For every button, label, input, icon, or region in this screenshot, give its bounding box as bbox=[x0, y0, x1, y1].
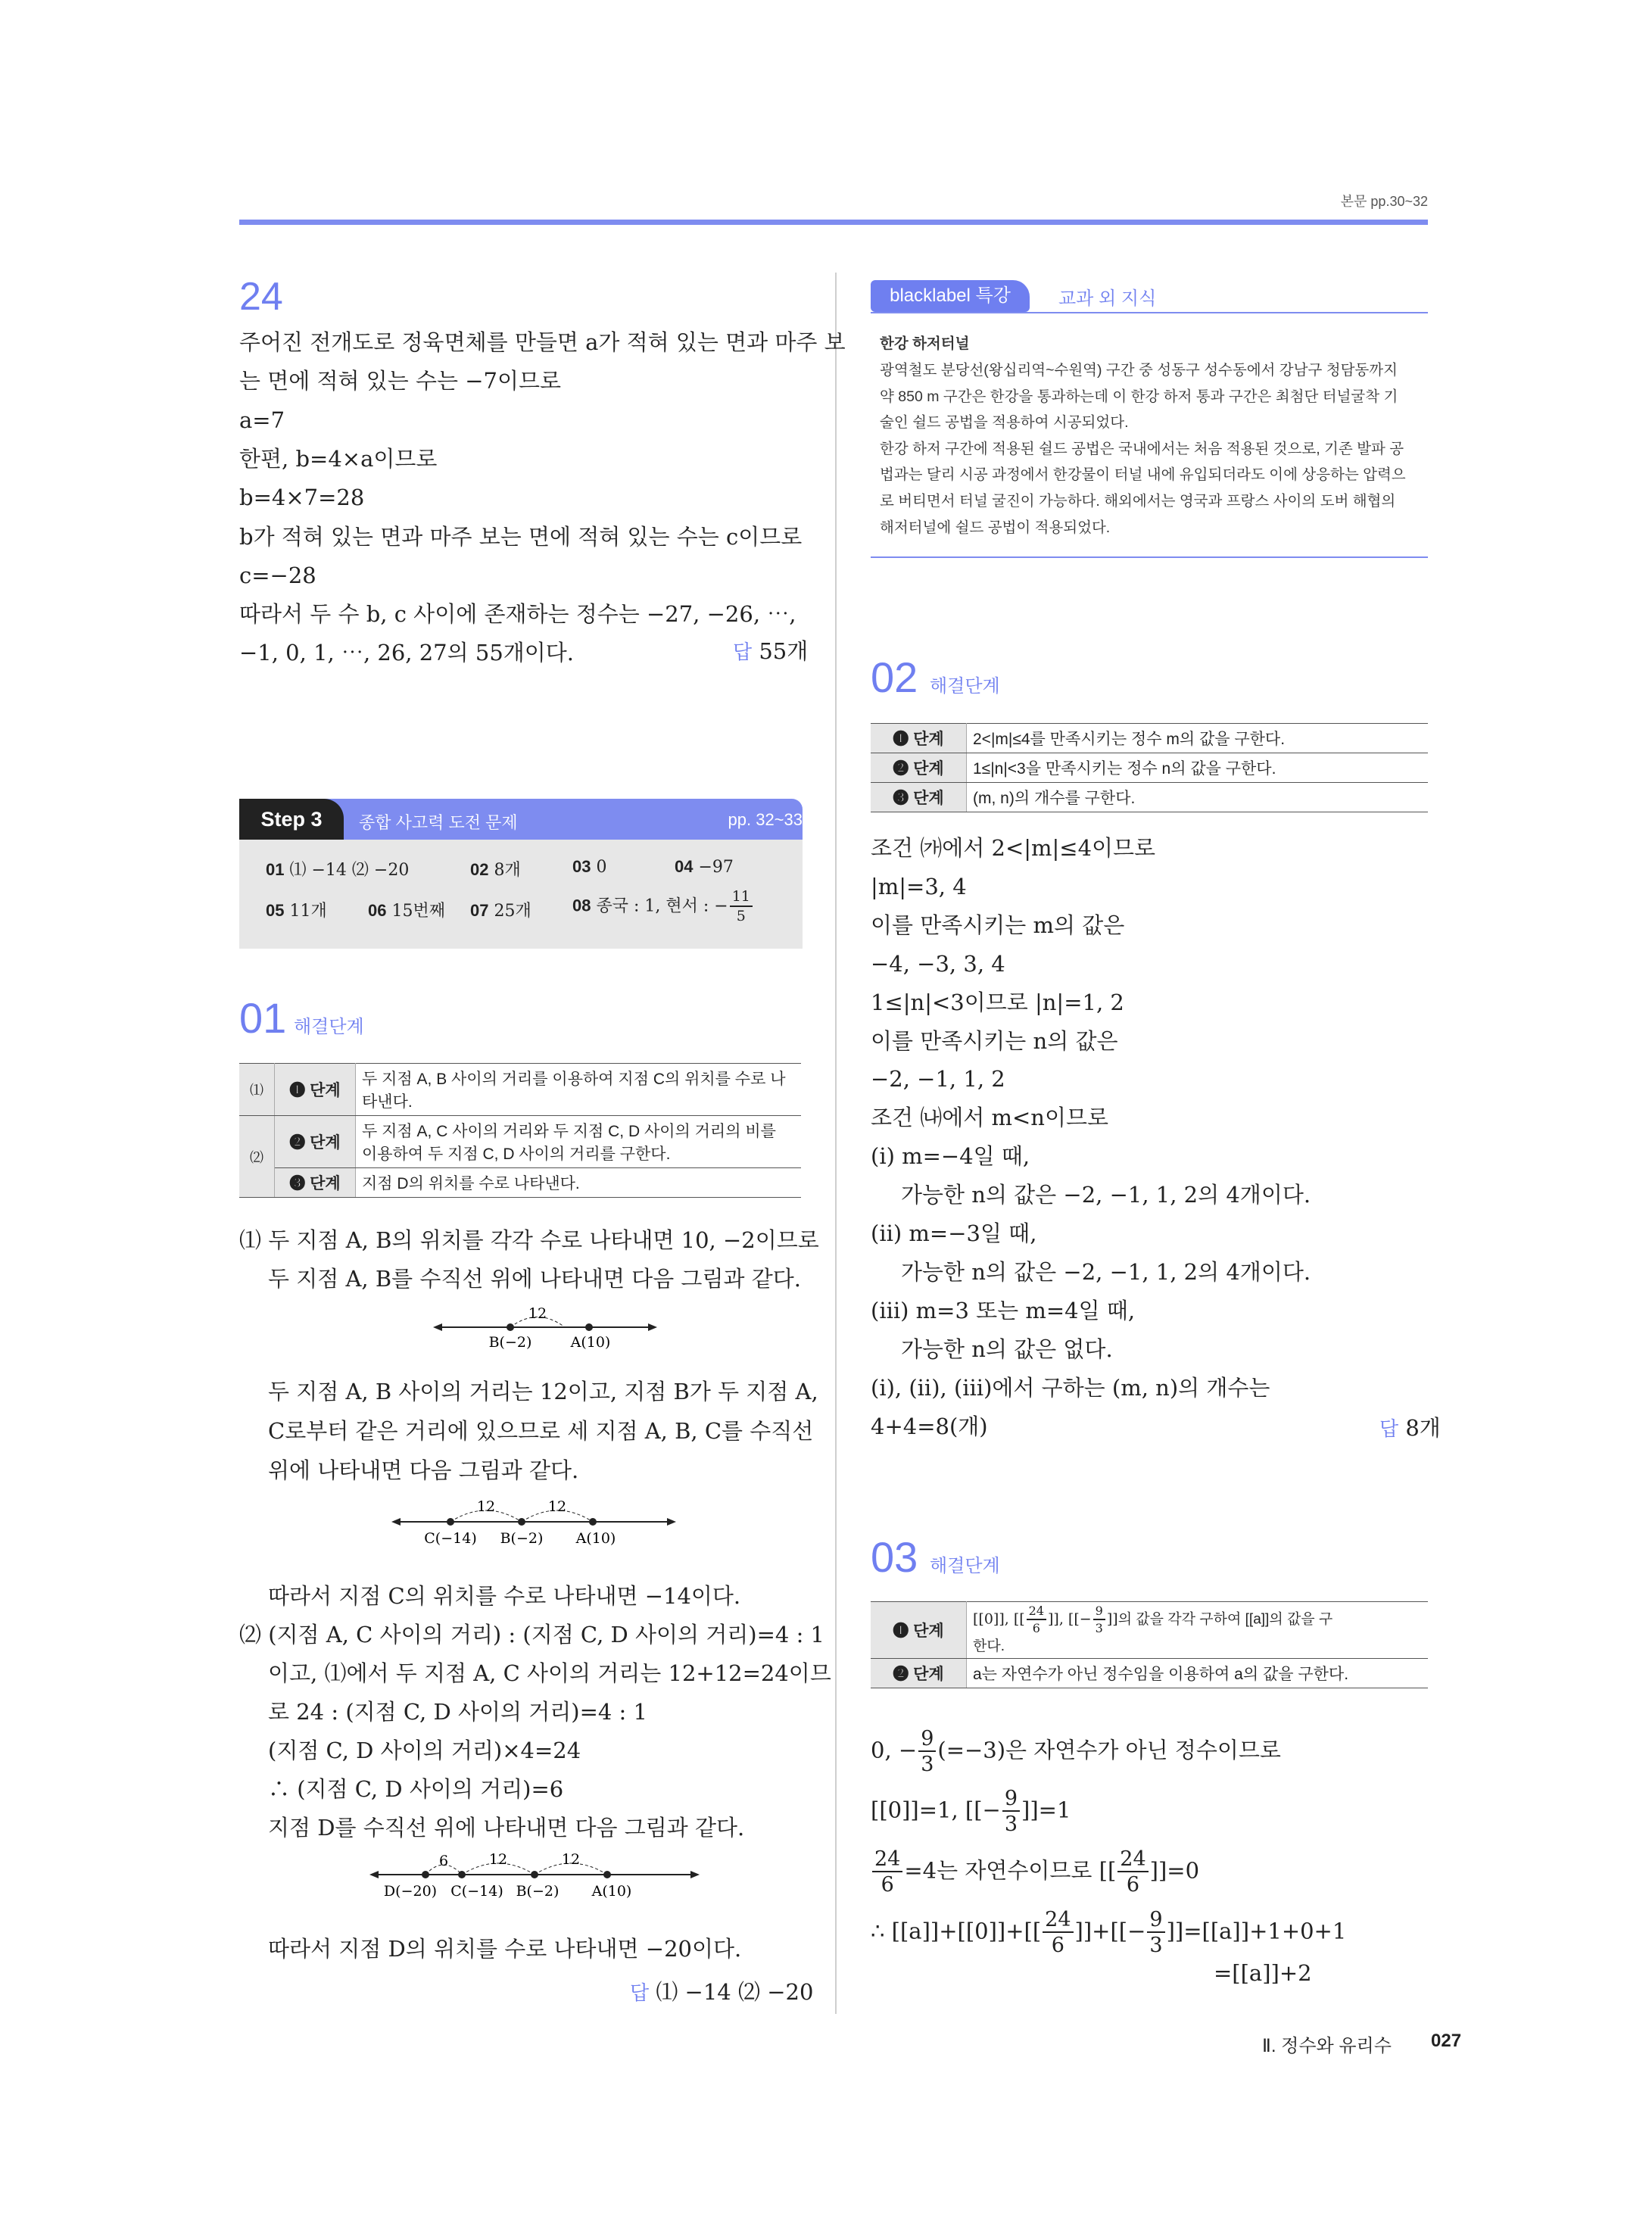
section-01-answer bbox=[630, 1975, 813, 2006]
section-01-number: 01 bbox=[239, 994, 287, 1042]
blacklabel-line: 한강 하저 구간에 적용된 쉴드 공법은 국내에서는 처음 적용된 것으로, 기존 발파 공 bbox=[880, 440, 1404, 457]
text-line: 따라서 지점 C의 위치를 수로 나타내면 −14이다. bbox=[268, 1583, 741, 1609]
step-text: a는 자연수가 아닌 정수임을 이용하여 a의 값을 구한다. bbox=[967, 1659, 1429, 1688]
point-label-d: D(−20) bbox=[383, 1883, 438, 1900]
text-line: −4, −3, 3, 4 bbox=[871, 950, 1005, 977]
point-label-c: C(−14) bbox=[450, 1883, 503, 1900]
text-line: (ⅲ) m=3 또는 m=4일 때, bbox=[871, 1297, 1136, 1323]
distance-label-2: 12 bbox=[547, 1498, 567, 1515]
text-line: 이를 만족시키는 m의 값은 bbox=[871, 912, 1125, 938]
answer-label: 답 bbox=[1379, 1417, 1399, 1440]
answer-label: 답 bbox=[733, 641, 753, 663]
point-label-a: A(10) bbox=[591, 1883, 632, 1900]
step3-item-04: 04 −97 bbox=[675, 857, 734, 877]
text-line: ⑴ 두 지점 A, B의 위치를 각각 수로 나타내면 10, −2이므로 bbox=[239, 1227, 819, 1253]
answer-value: ⑴ −14 ⑵ −20 bbox=[656, 1979, 814, 2005]
step-label: ❷ 단계 bbox=[871, 1659, 967, 1688]
step3-item-08: 08 종국 : 1, 현서 : − $\frac{11}{5}$ bbox=[572, 890, 754, 924]
section-02-number: 02 bbox=[871, 653, 918, 701]
distance-label-2: 12 bbox=[488, 1851, 508, 1868]
step-text: 1≤|n|<3을 만족시키는 정수 n의 값을 구한다. bbox=[967, 753, 1429, 783]
step-text: (m, n)의 개수를 구한다. bbox=[967, 783, 1429, 812]
answer-value: 55개 bbox=[759, 638, 809, 664]
step3-item-07: 07 25개 bbox=[470, 901, 531, 921]
section-03-step-table bbox=[871, 1601, 1428, 1688]
column-divider bbox=[835, 273, 837, 2014]
step3-answers bbox=[239, 840, 803, 949]
problem-24-answer bbox=[733, 634, 808, 666]
blacklabel-title: 한강 하저터널 bbox=[880, 335, 970, 352]
text-line: 1≤|n|<3이므로 |n|=1, 2 bbox=[871, 989, 1124, 1015]
blacklabel-rule bbox=[871, 312, 1428, 313]
text-line: 따라서 두 수 b, c 사이에 존재하는 정수는 −27, −26, ⋯, bbox=[239, 601, 796, 628]
text-line: (ⅰ) m=−4일 때, bbox=[871, 1143, 1030, 1170]
step3-item-05: 05 11개 bbox=[266, 901, 327, 921]
step-text: 지점 D의 위치를 수로 나타낸다. bbox=[356, 1168, 802, 1198]
step-label: ❶ 단계 bbox=[871, 1602, 967, 1659]
answer-value: 8개 bbox=[1405, 1415, 1441, 1441]
step-text: 두 지점 A, C 사이의 거리와 두 지점 C, D 사이의 거리의 비를 이용하여 두 지점 C, D 사이의 거리를 구한다. bbox=[356, 1116, 802, 1168]
text-line: 4+4=8(개) bbox=[871, 1413, 988, 1439]
step-label: ❶ 단계 bbox=[275, 1064, 356, 1116]
text-line: 두 지점 A, B를 수직선 위에 나타내면 다음 그림과 같다. bbox=[268, 1266, 801, 1292]
blacklabel-badge: blacklabel 특강 bbox=[871, 280, 1030, 312]
distance-label-3: 12 bbox=[561, 1851, 581, 1868]
part-label: ⑴ bbox=[239, 1064, 275, 1116]
blacklabel-subtitle: 교과 외 지식 bbox=[1058, 288, 1157, 309]
text-line: (ⅰ), (ⅱ), (ⅲ)에서 구하는 (m, n)의 개수는 bbox=[871, 1374, 1270, 1401]
text-line: 따라서 지점 D의 위치를 수로 나타내면 −20이다. bbox=[268, 1936, 742, 1962]
distance-label: 12 bbox=[528, 1305, 547, 1322]
number-line-figure-3 bbox=[368, 1846, 701, 1905]
text-line: 가능한 n의 값은 −2, −1, 1, 2의 4개이다. bbox=[901, 1182, 1311, 1208]
step-label: ❶ 단계 bbox=[871, 724, 967, 753]
text-line: 주어진 전개도로 정육면체를 만들면 a가 적혀 있는 면과 마주 보 bbox=[239, 329, 846, 355]
number-line-figure-2 bbox=[390, 1493, 678, 1552]
text-line: 조건 ㈏에서 m<n이므로 bbox=[871, 1105, 1109, 1131]
step-label: ❷ 단계 bbox=[275, 1116, 356, 1168]
section-01-step-table bbox=[239, 1063, 801, 1198]
blacklabel-line: 로 버티면서 터널 굴진이 가능하다. 해외에서는 영국과 프랑스 사이의 도버 해협의 bbox=[880, 493, 1396, 510]
step3-item-06: 06 15번째 bbox=[368, 901, 445, 921]
text-line: −1, 0, 1, ⋯, 26, 27의 55개이다. bbox=[239, 640, 575, 666]
distance-label-1: 6 bbox=[438, 1853, 449, 1869]
text-line: 가능한 n의 값은 없다. bbox=[901, 1336, 1113, 1362]
section-02-step-table bbox=[871, 723, 1428, 812]
section-02-label: 해결단계 bbox=[930, 676, 1000, 697]
distance-label-1: 12 bbox=[476, 1498, 496, 1515]
step-text: [[0]], [[ $\frac{24}{6}$ ]], [[− $\frac{9}{3}$ ]]의 값을 각각 구하여 [[a]]의 값을 구 한다. bbox=[967, 1602, 1429, 1659]
text-line: 위에 나타내면 다음 그림과 같다. bbox=[268, 1457, 579, 1483]
step3-title: 종합 사고력 도전 문제 bbox=[359, 813, 518, 832]
step3-item-03: 03 0 bbox=[572, 857, 607, 877]
s03-line-3: $\frac{24}{6}$ =4는 자연수이므로 [[ $\frac{24}{6}$ ]]=0 bbox=[871, 1849, 1199, 1895]
point-label-c: C(−14) bbox=[424, 1530, 477, 1547]
blacklabel-bottom-rule bbox=[871, 556, 1428, 558]
section-03-label: 해결단계 bbox=[930, 1556, 1000, 1576]
point-label-a: A(10) bbox=[570, 1334, 611, 1351]
text-line: 조건 ㈎에서 2<|m|≤4이므로 bbox=[871, 835, 1156, 861]
blacklabel-line: 해저터널에 쉴드 공법이 적용되었다. bbox=[880, 519, 1111, 536]
answer-label: 답 bbox=[630, 1981, 650, 2004]
top-rule bbox=[239, 220, 1428, 225]
text-line: b가 적혀 있는 면과 마주 보는 면에 적혀 있는 수는 c이므로 bbox=[239, 523, 803, 550]
step3-item-01: 01 ⑴ −14 ⑵ −20 bbox=[266, 860, 410, 880]
step-text: 2<|m|≤4를 만족시키는 정수 m의 값을 구한다. bbox=[967, 724, 1429, 753]
section-03-number: 03 bbox=[871, 1533, 918, 1581]
text-line: 가능한 n의 값은 −2, −1, 1, 2의 4개이다. bbox=[901, 1258, 1311, 1285]
section-02-answer bbox=[1379, 1411, 1441, 1442]
s03-line-1: 0, − $\frac{9}{3}$ (=−3)은 자연수가 아닌 정수이므로 bbox=[871, 1727, 1281, 1776]
text-line: 한편, b=4×a이므로 bbox=[239, 445, 438, 472]
s03-line-5: =[[a]]+2 bbox=[1214, 1960, 1312, 1986]
point-label-b: B(−2) bbox=[488, 1334, 532, 1351]
step3-tab: Step 3 bbox=[239, 799, 344, 840]
text-line: 이고, ⑴에서 두 지점 A, C 사이의 거리는 12+12=24이므 bbox=[268, 1660, 831, 1686]
footer-page-number: 027 bbox=[1431, 2031, 1462, 2051]
step3-item-02: 02 8개 bbox=[470, 860, 521, 880]
step-text: 두 지점 A, B 사이의 거리를 이용하여 지점 C의 위치를 수로 나 타낸다. bbox=[356, 1064, 802, 1116]
frac-denominator: 5 bbox=[736, 908, 746, 924]
number-line-figure-1 bbox=[432, 1301, 659, 1354]
text-line: −2, −1, 1, 2 bbox=[871, 1066, 1005, 1093]
blacklabel-line: 법과는 달리 시공 과정에서 한강물이 터널 내에 유입되더라도 이에 상응하는 압력으 bbox=[880, 466, 1406, 484]
part-label: ⑵ bbox=[239, 1116, 275, 1198]
point-label-a: A(10) bbox=[575, 1530, 616, 1547]
step-label: ❷ 단계 bbox=[871, 753, 967, 783]
text-line: b=4×7=28 bbox=[239, 485, 365, 511]
text-line: c=−28 bbox=[239, 562, 316, 588]
text-line: ∴ (지점 C, D 사이의 거리)=6 bbox=[268, 1776, 564, 1802]
text-line: |m|=3, 4 bbox=[871, 873, 967, 899]
text-line: 지점 D를 수직선 위에 나타내면 다음 그림과 같다. bbox=[268, 1815, 745, 1841]
text-line: (지점 C, D 사이의 거리)×4=24 bbox=[268, 1738, 581, 1763]
point-label-b: B(−2) bbox=[516, 1883, 559, 1900]
section-01-label: 해결단계 bbox=[294, 1017, 364, 1037]
s03-line-2: [[0]]=1, [[− $\frac{9}{3}$ ]]=1 bbox=[871, 1787, 1071, 1836]
point-label-b: B(−2) bbox=[500, 1530, 544, 1547]
blacklabel-line: 술인 쉴드 공법을 적용하여 시공되었다. bbox=[880, 414, 1129, 432]
text-line: ⑵ (지점 A, C 사이의 거리) : (지점 C, D 사이의 거리)=4 : 1 bbox=[239, 1622, 825, 1647]
text-line: 는 면에 적혀 있는 수는 −7이므로 bbox=[239, 368, 562, 394]
frac-numerator: 11 bbox=[730, 890, 753, 907]
step-label: ❸ 단계 bbox=[871, 783, 967, 812]
s03-line-4: ∴ [[a]]+[[0]]+[[ $\frac{24}{6}$ ]]+[[− $\frac{9}{3}$ ]]=[[a]]+1+0+1 bbox=[871, 1908, 1347, 1957]
text-line: C로부터 같은 거리에 있으므로 세 지점 A, B, C를 수직선 bbox=[268, 1418, 814, 1444]
blacklabel-line: 약 850 m 구간은 한강을 통과하는데 이 한강 하저 통과 구간은 최첨단 터널굴착 기 bbox=[880, 388, 1398, 405]
blacklabel-line: 광역철도 분당선(왕십리역~수원역) 구간 중 성동구 성수동에서 강남구 청담동까지 bbox=[880, 362, 1398, 379]
footer-chapter: Ⅱ. 정수와 유리수 bbox=[1262, 2036, 1392, 2056]
text-line: 이를 만족시키는 n의 값은 bbox=[871, 1027, 1118, 1054]
text-line: a=7 bbox=[239, 407, 285, 433]
step3-pages: pp. 32~33 bbox=[728, 810, 803, 829]
problem-24-number: 24 bbox=[239, 275, 283, 319]
text-line: 두 지점 A, B 사이의 거리는 12이고, 지점 B가 두 지점 A, bbox=[268, 1379, 818, 1404]
page-reference: 본문 pp.30~32 bbox=[1340, 194, 1428, 209]
text-line: 로 24 : (지점 C, D 사이의 거리)=4 : 1 bbox=[268, 1699, 647, 1725]
step-label: ❸ 단계 bbox=[275, 1168, 356, 1198]
text-line: (ⅱ) m=−3일 때, bbox=[871, 1220, 1037, 1246]
